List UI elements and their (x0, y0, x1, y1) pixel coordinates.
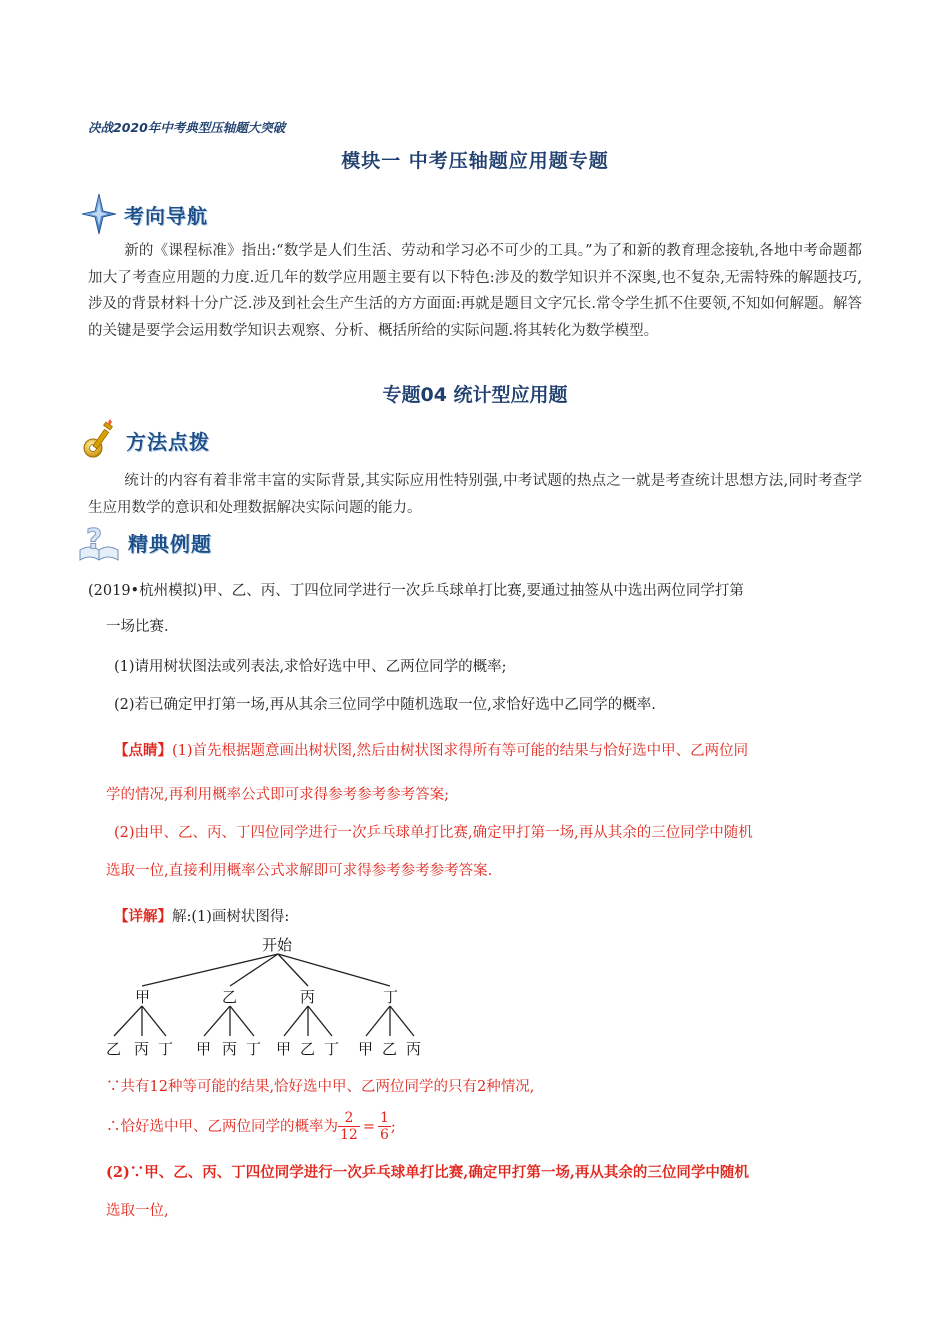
solution-label: 【详解】 (114, 908, 172, 925)
tree-leaf: 丙 (406, 1040, 422, 1058)
section-title-examples: 精典例题 (128, 531, 212, 556)
solution-line4: 选取一位, (106, 1203, 169, 1219)
fraction-one-sixth (378, 1110, 391, 1143)
frac2-numerator: 1 (379, 1110, 389, 1126)
tree-root: 开始 (262, 936, 293, 954)
tree-node: 甲 (135, 988, 151, 1006)
module-title: 模块一 中考压轴题应用题专题 (341, 150, 609, 172)
series-tag: 决战2020年中考典型压轴题大突破 (88, 120, 286, 135)
guide-paragraph (88, 238, 862, 344)
method-paragraph (88, 468, 862, 521)
hint-p1-line2: 学的情况,再利用概率公式即可求得参考参考参考答案; (106, 787, 449, 803)
problem-stem-line2: 一场比赛. (106, 619, 169, 635)
tree-leaf: 乙 (300, 1040, 316, 1058)
hint-label: 【点睛】 (114, 742, 172, 759)
problem-q2: (2)若已确定甲打第一场,再从其余三位同学中随机选取一位,求恰好选中乙同学的概率. (114, 697, 656, 713)
tree-node: 丙 (300, 988, 316, 1006)
tree-leaf: 丙 (222, 1040, 238, 1058)
topic-title: 专题04 统计型应用题 (382, 384, 568, 406)
tree-leaf: 甲 (196, 1040, 212, 1058)
tree-node: 乙 (222, 988, 238, 1006)
section-header-guide (80, 192, 208, 236)
problem-stem-line1: (2019•杭州模拟)甲、乙、丙、丁四位同学进行一次乒乓球单打比赛,要通过抽签从中选出两位同学打第 (88, 583, 744, 599)
tree-leaf: 乙 (382, 1040, 398, 1058)
tree-leaf: 甲 (358, 1040, 374, 1058)
tree-leaf: 丙 (134, 1040, 150, 1058)
svg-text:?: ? (86, 522, 103, 555)
tree-leaf: 丁 (246, 1040, 262, 1058)
tree-leaf: 丁 (324, 1040, 340, 1058)
tree-leaf: 丁 (158, 1040, 174, 1058)
method-text: 统计的内容有着非常丰富的实际背景,其实际应用性特别强,中考试题的热点之一就是考查统计思想方法,同时考查学生应用数学的意识和处理数据解决实际问题的能力。 (88, 473, 862, 516)
solution-line3: (2)∵甲、乙、丙、丁四位同学进行一次乒乓球单打比赛,确定甲打第一场,再从其余的三位同学中随机 (106, 1164, 749, 1181)
frac2-denominator: 6 (379, 1127, 389, 1143)
hint-p2-line1: (2)由甲、乙、丙、丁四位同学进行一次乒乓球单打比赛,确定甲打第一场,再从其余的三位同学中随机 (114, 825, 753, 841)
question-book-icon (76, 520, 122, 564)
section-header-examples (76, 520, 212, 564)
compass-star-icon (80, 192, 118, 236)
hint-p1-line1: (1)首先根据题意画出树状图,然后由树状图求得所有等可能的结果与恰好选中甲、乙两位同 (172, 743, 749, 759)
solution-line1: ∵共有12种等可能的结果,恰好选中甲、乙两位同学的只有2种情况, (106, 1079, 535, 1095)
section-title-guide: 考向导航 (124, 203, 208, 228)
equals-sign: = (362, 1118, 375, 1135)
tree-edges (114, 954, 414, 1036)
section-title-method: 方法点拨 (126, 429, 210, 454)
tree-node: 丁 (383, 988, 399, 1006)
frac1-denominator: 12 (340, 1127, 358, 1143)
golden-key-icon (80, 418, 120, 462)
hint-p2-line2: 选取一位,直接利用概率公式求解即可求得参考参考参考答案. (106, 863, 493, 879)
solution-line2 (106, 1110, 396, 1143)
tree-leaf: 甲 (276, 1040, 292, 1058)
fraction-two-twelfths (338, 1110, 360, 1143)
solution-line2-suffix: ; (390, 1118, 396, 1135)
solution-intro: 解:(1)画树状图得: (172, 909, 290, 925)
problem-q1: (1)请用树状图法或列表法,求恰好选中甲、乙两位同学的概率; (114, 659, 507, 675)
frac1-numerator: 2 (338, 1110, 360, 1127)
solution-line2-prefix: ∴恰好选中甲、乙两位同学的概率为 (106, 1118, 338, 1135)
section-header-method (80, 418, 210, 462)
tree-leaf: 乙 (106, 1040, 122, 1058)
solution-intro-line (114, 906, 289, 928)
hint-line1 (114, 740, 748, 762)
tree-diagram (100, 932, 440, 1072)
guide-text: 新的《课程标准》指出:“数学是人们生活、劳动和学习必不可少的工具。”为了和新的教育理念接轨,各地中考命题都加大了考查应用题的力度.近几年的数学应用题主要有以下特色:涉及的数学知识并不深奥,也不复杂,无需特殊的解题技巧,涉及的背景材料十分广泛.涉及到社会生产生活的方方面面:再就是题目文字冗长.常令学生抓不住要领,不知如何解题。解答的关键是要学会运用数学知识去观察、分析、概括所给的实际问题.将其转化为数学模型。 (88, 243, 862, 339)
